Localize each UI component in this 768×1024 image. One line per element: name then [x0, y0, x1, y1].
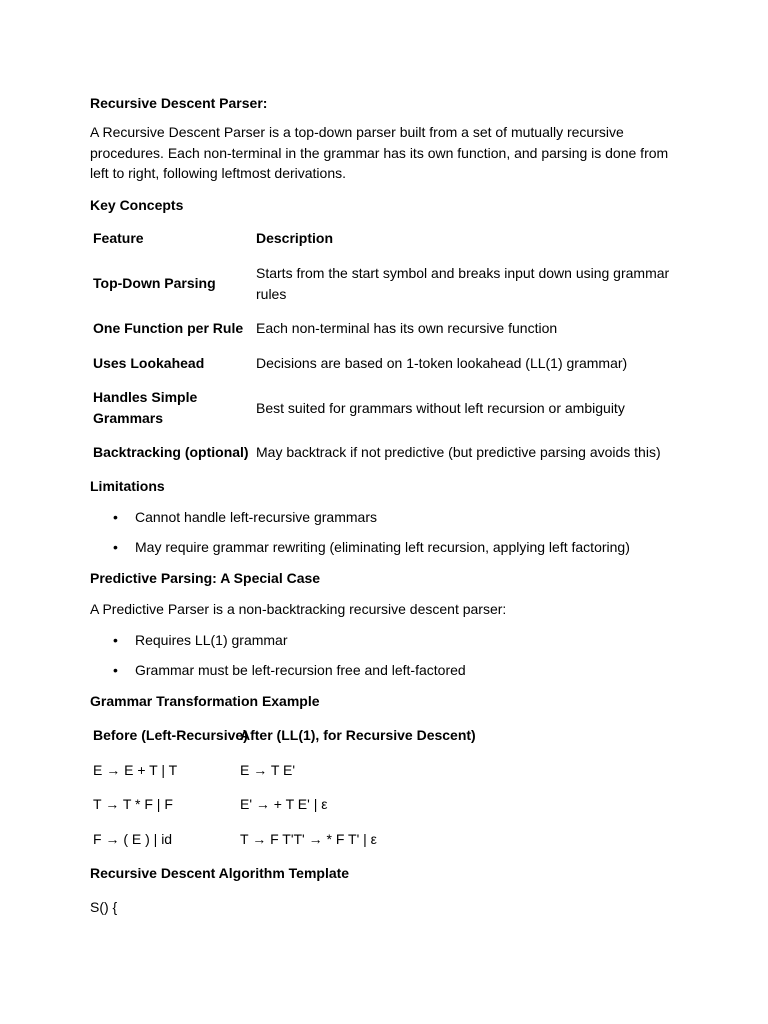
grammar-before: F → ( E ) | id [93, 831, 173, 847]
table-row-description: Starts from the start symbol and breaks input down using grammar rules [256, 265, 670, 302]
table-header-feature: Feature [93, 230, 144, 246]
table-row-feature: Handles Simple Grammars [93, 389, 198, 426]
list-item: Cannot handle left-recursive grammars [135, 509, 377, 525]
grammar-after: E → T E' [240, 762, 296, 778]
bullet-glyph: • [113, 662, 118, 678]
table-row-feature: One Function per Rule [93, 320, 244, 336]
table-row-description: Decisions are based on 1-token lookahead (LL(1) grammar) [256, 355, 628, 371]
grammar-after: E' → + T E' | ε [240, 796, 328, 812]
code-line: S() { [90, 899, 118, 915]
limitations-title: Limitations [90, 478, 165, 494]
list-item: May require grammar rewriting (eliminating left recursion, applying left factoring) [135, 539, 630, 555]
algorithm-title: Recursive Descent Algorithm Template [90, 865, 350, 881]
grammar-after: T → F T'T' → * F T' | ε [240, 831, 377, 847]
grammar-header-after: After (LL(1), for Recursive Descent) [240, 727, 476, 743]
bullet-glyph: • [113, 509, 118, 525]
grammar-header-before: Before (Left-Recursive) [93, 727, 248, 743]
predictive-title: Predictive Parsing: A Special Case [90, 570, 321, 586]
table-row-description: Best suited for grammars without left recursion or ambiguity [256, 400, 625, 416]
table-row-feature: Backtracking (optional) [93, 444, 249, 460]
bullet-glyph: • [113, 539, 118, 555]
key-concepts-title: Key Concepts [90, 197, 184, 213]
table-row-description: May backtrack if not predictive (but predictive parsing avoids this) [256, 444, 661, 460]
grammar-title: Grammar Transformation Example [90, 693, 320, 709]
list-item: Requires LL(1) grammar [135, 632, 288, 648]
grammar-before: E → E + T | T [93, 762, 178, 778]
table-row-feature: Top-Down Parsing [93, 275, 216, 291]
table-row-feature: Uses Lookahead [93, 355, 205, 371]
doc-heading: Recursive Descent Parser: [90, 95, 268, 111]
predictive-intro: A Predictive Parser is a non-backtracking recursive descent parser: [90, 601, 507, 617]
table-header-description: Description [256, 230, 334, 246]
list-item: Grammar must be left-recursion free and left-factored [135, 662, 466, 678]
intro-paragraph: A Recursive Descent Parser is a top-down parser built from a set of mutually recursive procedures. Each non-terminal in the grammar has its own function, and parsing is done from left to right, following leftmost derivations. [90, 124, 669, 181]
table-row-description: Each non-terminal has its own recursive function [256, 320, 558, 336]
bullet-glyph: • [113, 632, 118, 648]
grammar-before: T → T * F | F [93, 796, 173, 812]
